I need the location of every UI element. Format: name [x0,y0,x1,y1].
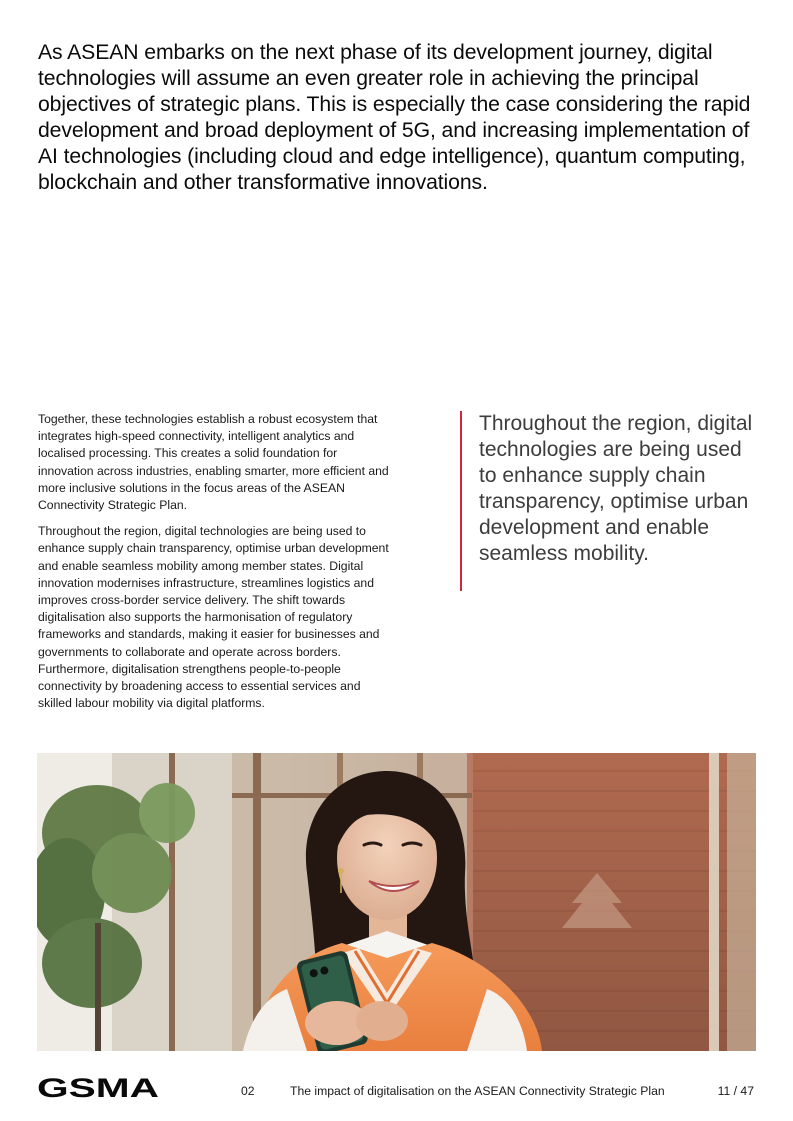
footer-section-number: 02 [241,1084,255,1098]
woman-with-phone-photo [37,753,756,1051]
svg-text:GSMA: GSMA [37,1075,159,1101]
body-paragraph-2: Throughout the region, digital technologies are being used to enhance supply chain transparency, optimise urban development and enable seamless mobility among member states. Digital innovation modernises infrastructure, streamlines logistics and improves cross-border service delivery. The shift towards digitalisation also supports the harmonisation of regulatory frameworks and standards, making it easier for businesses and governments to collaborate and operate across borders. Furthermore, digitalisation strengthens people-to-people connectivity by broadening access to essential services and skilled labour mobility via digital platforms. [38,524,389,711]
footer-document-title: The impact of digitalisation on the ASEAN Connectivity Strategic Plan [290,1084,665,1098]
pull-quote-text: Throughout the region, digital technologies are being used to enhance supply chain transparency, optimise urban development and enable seamless mobility. [479,412,753,565]
lede-paragraph: As ASEAN embarks on the next phase of its development journey, digital technologies will assume an even greater role in achieving the principal objectives of strategic plans. This is especially the case considering the rapid development and broad deployment of 5G, and increasing implementation of AI technologies (including cloud and edge intelligence), quantum computing, blockchain and other transformative innovations. [38,41,751,194]
body-column [38,411,390,721]
footer-page-number: 11 / 47 [717,1084,754,1098]
pull-quote [460,411,762,591]
gsma-logo [37,1075,159,1101]
body-paragraph-1: Together, these technologies establish a robust ecosystem that integrates high-speed connectivity, intelligent analytics and localised processing. This creates a solid foundation for innovation across industries, enabling smarter, more efficient and more inclusive solutions in the focus areas of the ASEAN Connectivity Strategic Plan. [38,412,389,513]
